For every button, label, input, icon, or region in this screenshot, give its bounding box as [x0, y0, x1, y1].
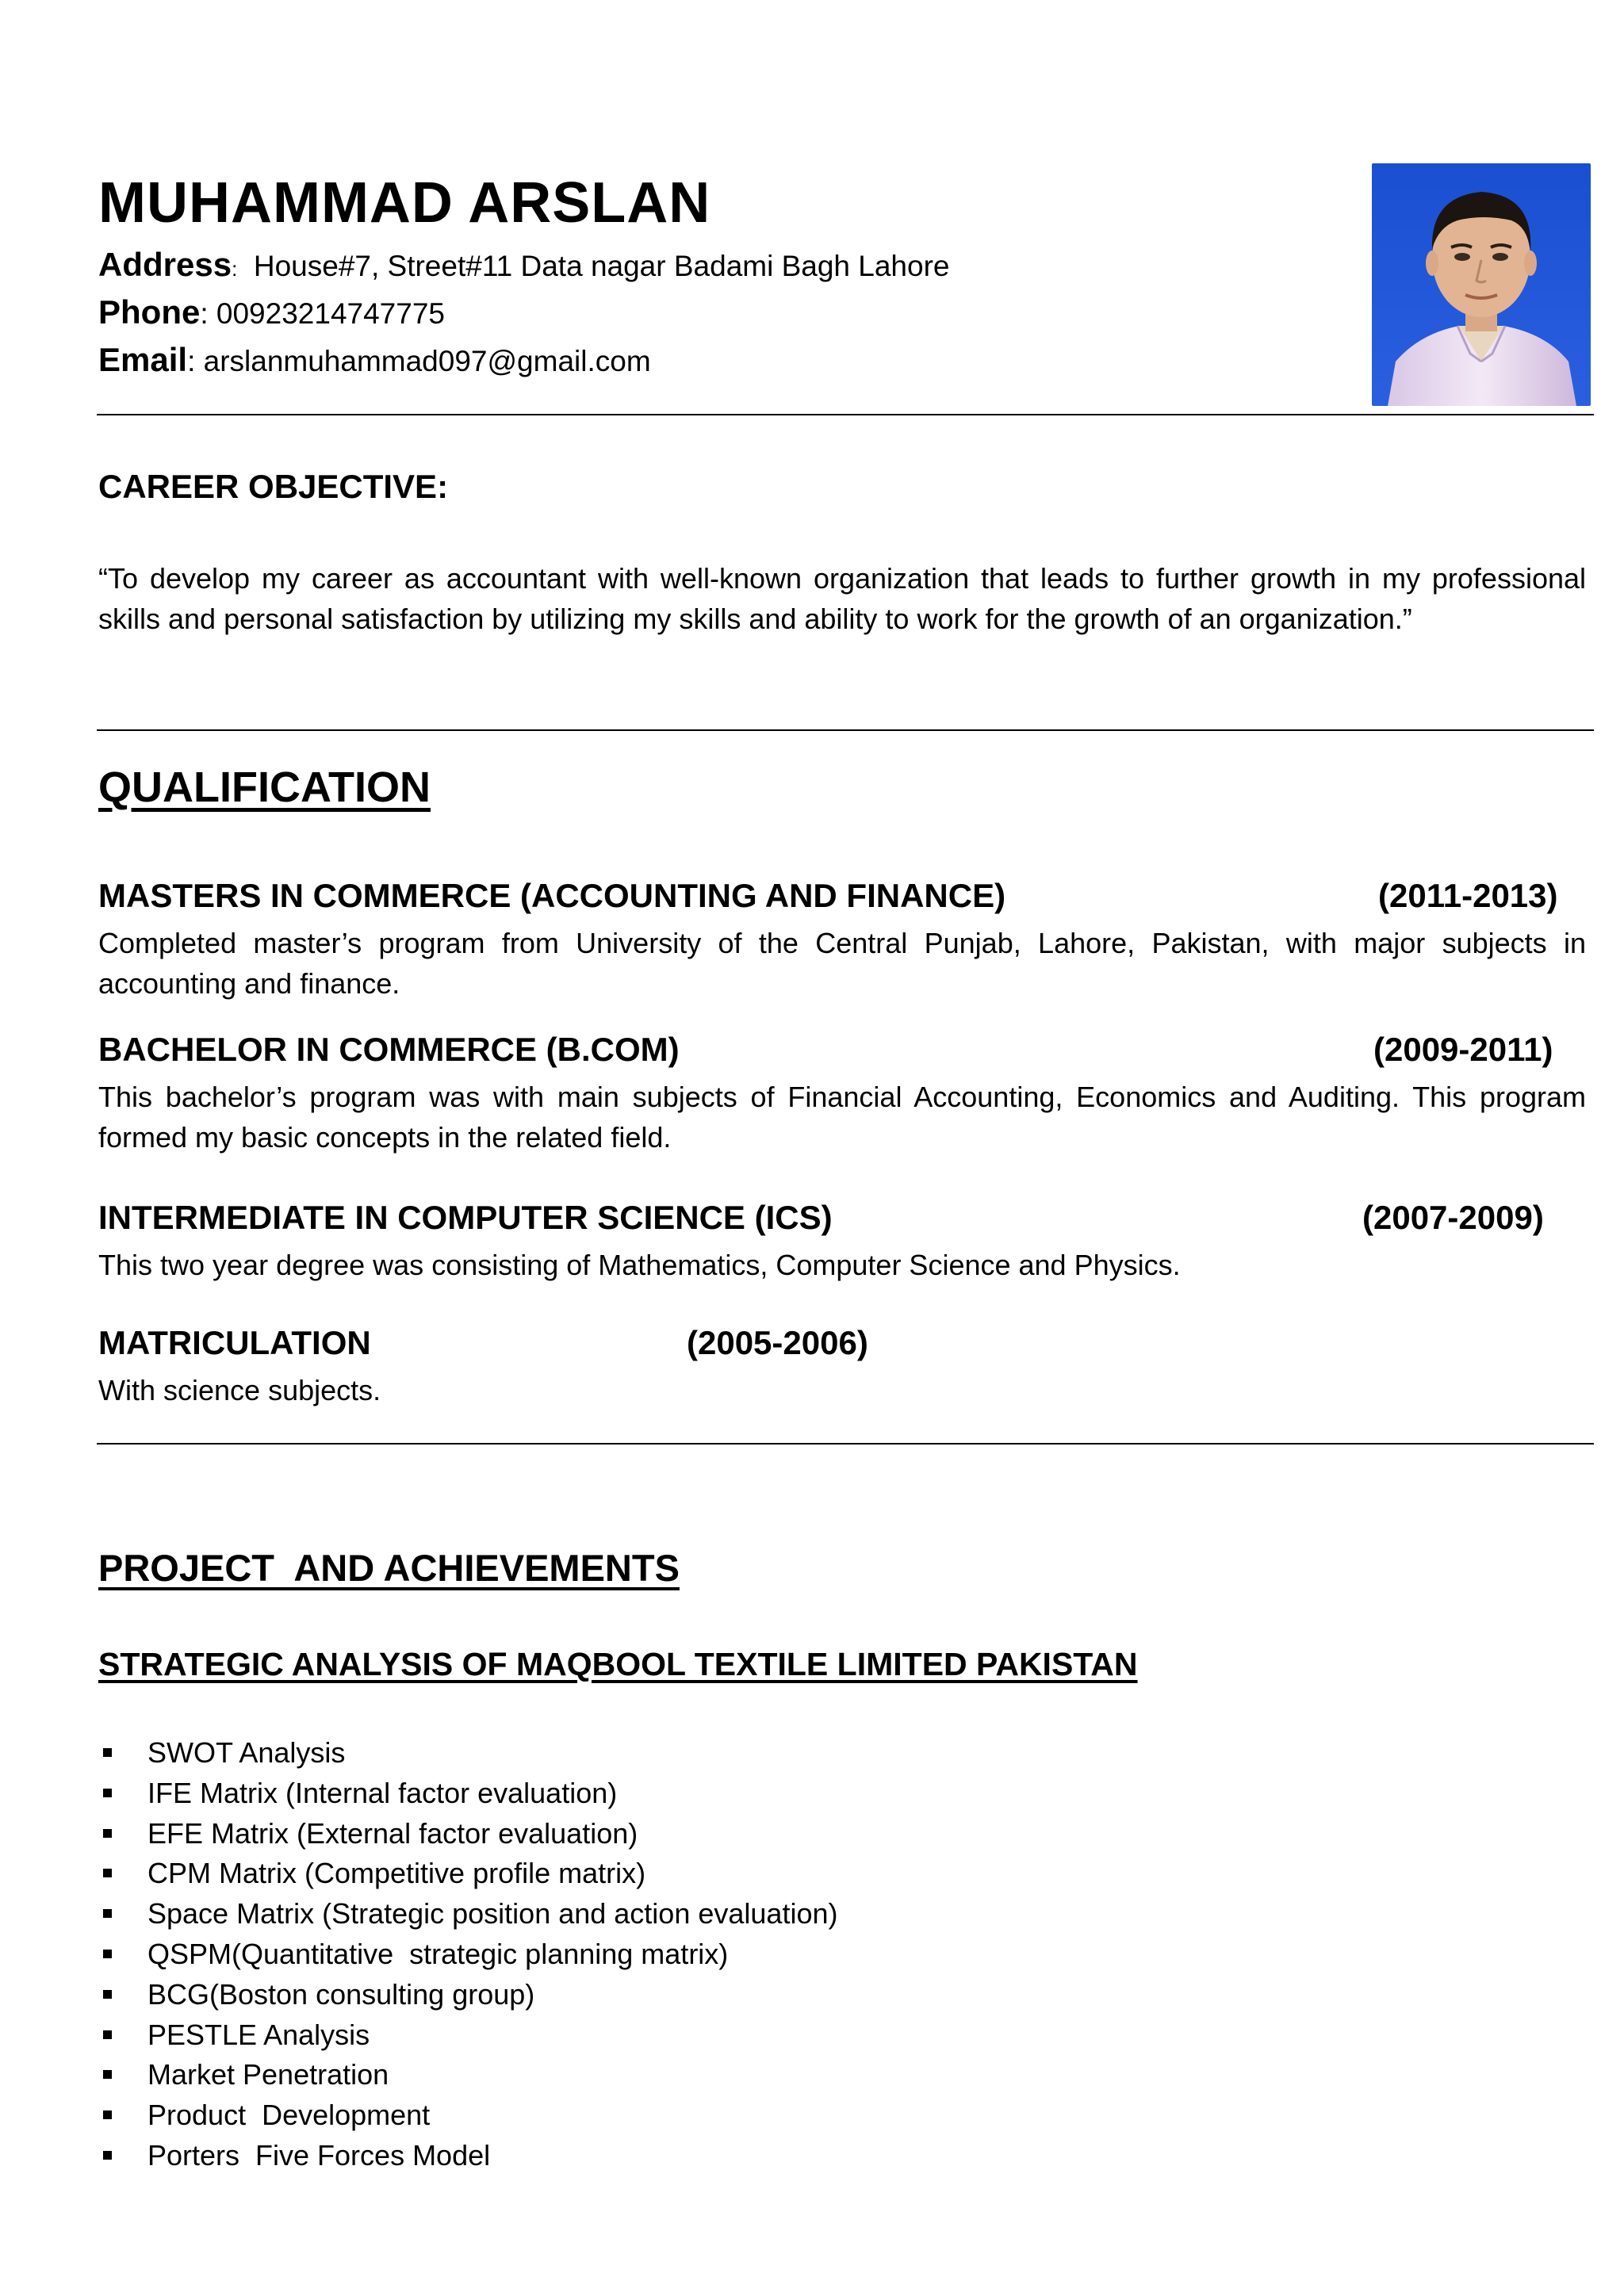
qualification-years: (2009-2011) [1373, 1031, 1553, 1068]
list-item: Space Matrix (Strategic position and action evaluation) [98, 1894, 837, 1934]
address-line: Address: House#7, Street#11 Data nagar Badami Bagh Lahore [98, 246, 950, 283]
qualification-description: This bachelor’s program was with main subjects of Financial Accounting, Economics and Auditing. This program formed my basic concepts in the related field. [98, 1081, 1586, 1154]
bullet-square-icon [103, 2030, 112, 2039]
qualification-title: BACHELOR IN COMMERCE (B.COM) [98, 1031, 680, 1068]
career-objective-heading: CAREER OBJECTIVE: [98, 468, 449, 505]
qualification-description: Completed master’s program from University of the Central Punjab, Lahore, Pakistan, with major subjects in accounting and finance. [98, 927, 1586, 1000]
qualification-years: (2007-2009) [1362, 1199, 1544, 1236]
qualification-title: MASTERS IN COMMERCE (ACCOUNTING AND FINANCE) [98, 877, 1006, 914]
qualification-title: INTERMEDIATE IN COMPUTER SCIENCE (ICS) [98, 1199, 833, 1236]
qualification-heading: QUALIFICATION [98, 763, 431, 811]
projects-heading: PROJECT AND ACHIEVEMENTS [98, 1547, 680, 1589]
qualification-description: This two year degree was consisting of Mathematics, Computer Science and Physics. [98, 1249, 1181, 1281]
address-label: Address [98, 246, 232, 283]
address-value: House#7, Street#11 Data nagar Badami Bagh Lahore [253, 250, 950, 282]
phone-value: 00923214747775 [216, 297, 445, 330]
profile-photo-image [1372, 163, 1591, 406]
bullet-square-icon [103, 1748, 112, 1757]
email-line: Email: arslanmuhammad097@gmail.com [98, 341, 651, 378]
bullet-square-icon [103, 1869, 112, 1877]
divider [97, 1443, 1594, 1445]
projects-subheading: STRATEGIC ANALYSIS OF MAQBOOL TEXTILE LIMITED PAKISTAN [98, 1646, 1138, 1682]
profile-photo [1372, 163, 1591, 406]
qualification-years: (2011-2013) [1378, 877, 1558, 914]
bullet-square-icon [103, 1789, 112, 1797]
email-label: Email [98, 341, 188, 378]
bullet-square-icon [103, 1909, 112, 1918]
divider [97, 414, 1594, 415]
candidate-name: MUHAMMAD ARSLAN [98, 171, 711, 235]
project-bullet-list [98, 1733, 837, 2176]
career-objective-text: “To develop my career as accountant with well-known organization that leads to further growth in my professional skills and personal satisfaction by utilizing my skills and ability to work for the growth of an organization.” [98, 562, 1586, 635]
divider [97, 729, 1594, 731]
bullet-square-icon [103, 1990, 112, 1999]
list-item: BCG(Boston consulting group) [98, 1975, 837, 2015]
list-item: CPM Matrix (Competitive profile matrix) [98, 1854, 837, 1894]
qualification-description: With science subjects. [98, 1374, 381, 1406]
email-value: arslanmuhammad097@gmail.com [203, 345, 651, 377]
bullet-square-icon [103, 2151, 112, 2160]
list-item: PESTLE Analysis [98, 2015, 837, 2056]
qualification-years: (2005-2006) [687, 1324, 868, 1361]
list-item: Porters Five Forces Model [98, 2136, 837, 2176]
list-item: QSPM(Quantitative strategic planning matrix) [98, 1934, 837, 1975]
bullet-square-icon [103, 2110, 112, 2119]
list-item: EFE Matrix (External factor evaluation) [98, 1814, 837, 1854]
bullet-square-icon [103, 1950, 112, 1958]
list-item: Product Development [98, 2095, 837, 2136]
list-item: IFE Matrix (Internal factor evaluation) [98, 1774, 837, 1814]
phone-line: Phone: 00923214747775 [98, 293, 445, 331]
list-item: Market Penetration [98, 2055, 837, 2095]
bullet-square-icon [103, 1829, 112, 1838]
phone-label: Phone [98, 293, 201, 331]
bullet-square-icon [103, 2070, 112, 2079]
qualification-title: MATRICULATION [98, 1324, 371, 1361]
list-item: SWOT Analysis [98, 1733, 837, 1774]
